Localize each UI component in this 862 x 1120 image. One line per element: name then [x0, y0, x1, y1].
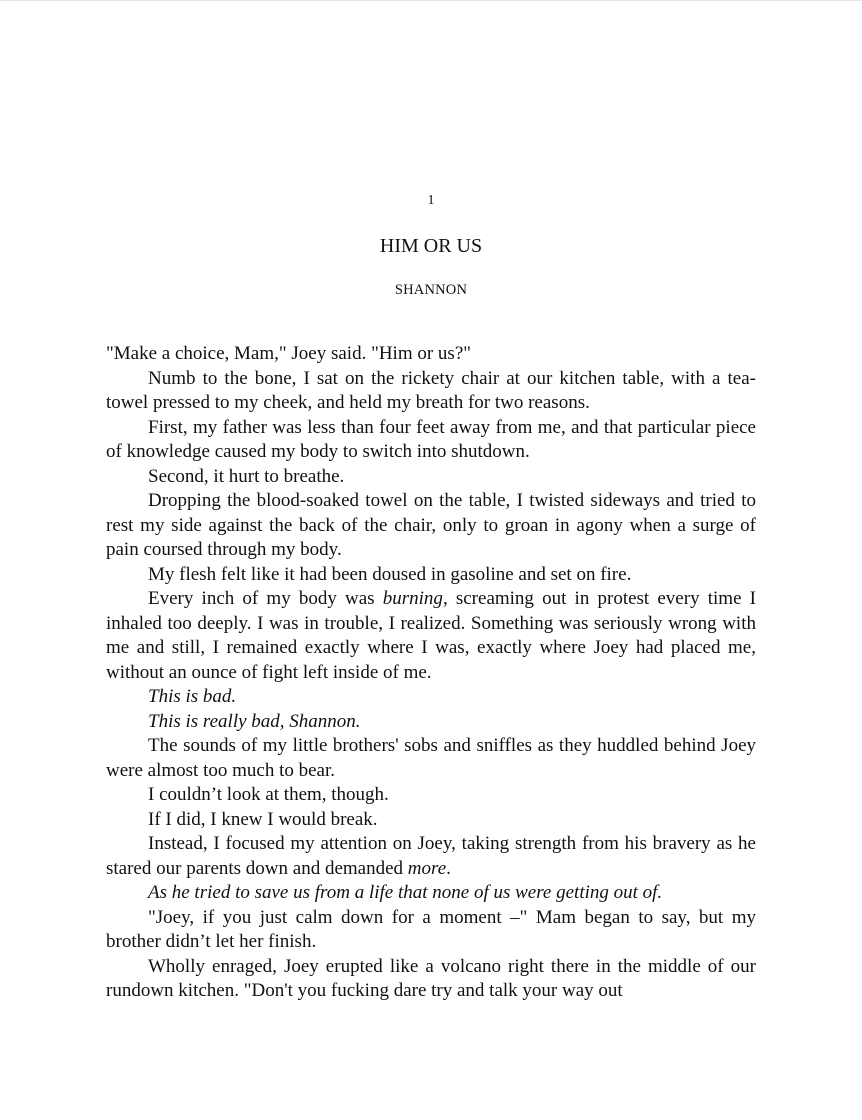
paragraph-text: "Make a choice, Mam," Joey said. "Him or us?"	[106, 343, 472, 364]
italic-text: This is bad.	[148, 686, 237, 707]
paragraph	[106, 906, 756, 955]
paragraph-text: The sounds of my little brothers' sobs and sniffles as they huddled behind Joey were almost too much to bear.	[106, 735, 756, 781]
paragraph	[106, 685, 756, 710]
paragraph	[106, 563, 756, 588]
paragraph-text: I couldn’t look at them, though.	[148, 784, 389, 805]
paragraph-text: , screaming out in protest every time I inhaled too deeply. I was in trouble, I realized. Something was seriously wrong with me and still, I remained exactly where I was, exactly where Joey had placed me, without an ounce of fight left inside of me.	[106, 588, 757, 683]
paragraph	[106, 367, 756, 416]
paragraph	[106, 465, 756, 490]
paragraph	[106, 587, 756, 685]
paragraph-text: Dropping the blood-soaked towel on the table, I twisted sideways and tried to rest my side against the back of the chair, only to groan in agony when a surge of pain coursed through my body.	[106, 490, 756, 560]
paragraph	[106, 955, 756, 1004]
book-page	[106, 190, 756, 1004]
paragraph	[106, 734, 756, 783]
italic-text: more	[407, 857, 447, 879]
italic-text: burning	[382, 588, 443, 609]
paragraph	[106, 783, 756, 808]
paragraph-text: Every inch of my body was	[148, 588, 383, 609]
italic-text: This is really bad, Shannon.	[148, 710, 361, 732]
paragraph-text: First, my father was less than four feet away from me, and that particular piece of knowledge caused my body to switch into shutdown.	[106, 416, 756, 462]
paragraph-text: My flesh felt like it had been doused in gasoline and set on fire.	[148, 563, 632, 585]
paragraph	[106, 881, 756, 906]
paragraph	[106, 808, 756, 833]
paragraph-text: Numb to the bone, I sat on the rickety chair at our kitchen table, with a tea-towel pressed to my cheek, and held my breath for two reasons.	[106, 367, 756, 413]
paragraph-text: Second, it hurt to breathe.	[148, 465, 345, 487]
paragraph	[106, 710, 756, 735]
paragraph	[106, 832, 756, 881]
paragraph	[106, 416, 756, 465]
chapter-number: 1	[427, 193, 435, 208]
paragraph-text: Instead, I focused my attention on Joey, taking strength from his bravery as he stared our parents down and demanded	[106, 833, 756, 879]
chapter-pov-label: SHANNON	[394, 282, 468, 298]
page-top-edge	[0, 0, 862, 1]
chapter-title: HIM OR US	[379, 235, 483, 257]
chapter-body	[106, 342, 756, 1004]
paragraph-text: If I did, I knew I would break.	[148, 808, 378, 830]
italic-text: As he tried to save us from a life that none of us were getting out of.	[148, 882, 663, 903]
paragraph-text: "Joey, if you just calm down for a moment –" Mam began to say, but my brother didn’t let her finish.	[106, 906, 756, 952]
paragraph	[106, 342, 756, 367]
paragraph-text: Wholly enraged, Joey erupted like a volcano right there in the middle of our rundown kitchen. "Don't you fucking dare try and talk your way out	[106, 955, 756, 1001]
paragraph-text: .	[446, 857, 451, 879]
paragraph	[106, 489, 756, 563]
